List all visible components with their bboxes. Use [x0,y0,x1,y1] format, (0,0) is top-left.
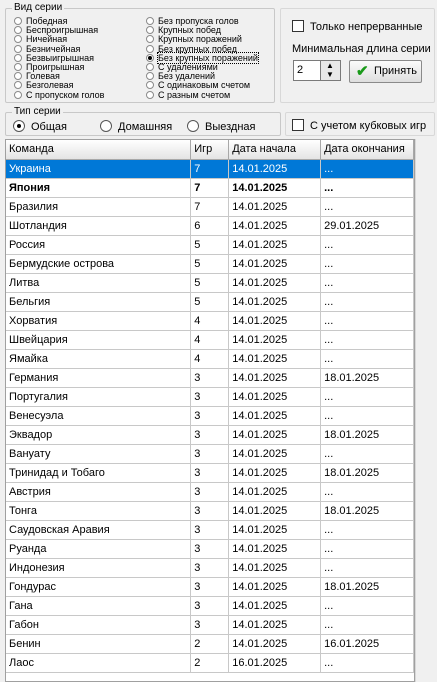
series-kind-label: Безничейная [26,43,81,54]
cell-team[interactable]: Саудовская Аравия [6,520,191,539]
cell-end-date[interactable]: ... [321,159,414,178]
table-row[interactable] [6,463,414,482]
cell-start-date[interactable]: 14.01.2025 [229,349,321,368]
cell-start-date[interactable]: 14.01.2025 [229,596,321,615]
cell-games[interactable]: 6 [191,216,229,235]
series-kind-radio[interactable] [146,91,154,99]
cell-end-date[interactable]: ... [321,387,414,406]
cups-box[interactable] [292,119,304,131]
table-row[interactable] [6,292,414,311]
cell-games[interactable]: 5 [191,254,229,273]
series-kind-radio[interactable] [146,81,154,89]
cell-start-date[interactable]: 14.01.2025 [229,577,321,596]
table-row[interactable] [6,501,414,520]
series-table[interactable] [5,139,415,682]
cell-end-date[interactable]: 18.01.2025 [321,501,414,520]
cell-games[interactable]: 3 [191,368,229,387]
min-length-label: Минимальная длина серии [292,43,431,55]
series-kind-label: С разным счетом [158,89,231,100]
cell-end-date[interactable]: 18.01.2025 [321,425,414,444]
table-row[interactable] [6,349,414,368]
table-row[interactable] [6,539,414,558]
cell-end-date[interactable]: ... [321,273,414,292]
series-kind-radio[interactable] [14,91,22,99]
table-row[interactable] [6,596,414,615]
table-row[interactable] [6,387,414,406]
column-team[interactable]: Команда [6,140,191,159]
cell-start-date[interactable]: 14.01.2025 [229,254,321,273]
series-kind-radio[interactable] [146,35,154,43]
series-kind-group [5,2,275,103]
cell-games[interactable]: 2 [191,634,229,653]
cell-games[interactable]: 3 [191,501,229,520]
cell-end-date[interactable]: 16.01.2025 [321,634,414,653]
table-header [6,140,414,159]
cell-games[interactable]: 3 [191,558,229,577]
cell-team[interactable]: Хорватия [6,311,191,330]
table-body [6,159,414,672]
cell-team[interactable]: Шотландия [6,216,191,235]
cell-team[interactable]: Гондурас [6,577,191,596]
series-kind-radio[interactable] [14,35,22,43]
cell-team[interactable]: Ямайка [6,349,191,368]
series-kind-radio[interactable] [14,81,22,89]
cell-team[interactable]: Индонезия [6,558,191,577]
cell-end-date[interactable]: 29.01.2025 [321,216,414,235]
cell-team[interactable]: Бразилия [6,197,191,216]
cell-games[interactable]: 5 [191,235,229,254]
cell-team[interactable]: Литва [6,273,191,292]
series-kind-radio[interactable] [14,72,22,80]
cell-games[interactable]: 4 [191,311,229,330]
only-continuous-checkbox[interactable] [292,20,423,33]
cell-start-date[interactable]: 14.01.2025 [229,520,321,539]
cell-start-date[interactable]: 14.01.2025 [229,178,321,197]
cell-games[interactable]: 7 [191,178,229,197]
table-row[interactable] [6,520,414,539]
series-kind-label: Ничейная [26,34,68,45]
series-kind-label: Без удалений [158,71,216,82]
cell-team[interactable]: Россия [6,235,191,254]
table-row[interactable] [6,406,414,425]
cell-start-date[interactable]: 14.01.2025 [229,539,321,558]
cell-team[interactable]: Бенин [6,634,191,653]
table-row[interactable] [6,235,414,254]
only-continuous-box[interactable] [292,20,304,32]
min-length-spinner[interactable] [293,60,341,81]
series-kind-radio[interactable] [146,63,154,71]
series-kind-label: Крупных побед [158,25,221,36]
table-row[interactable] [6,311,414,330]
cell-start-date[interactable]: 14.01.2025 [229,311,321,330]
cell-games[interactable]: 3 [191,387,229,406]
cell-games[interactable]: 7 [191,159,229,178]
cell-team[interactable]: Вануату [6,444,191,463]
cell-start-date[interactable]: 14.01.2025 [229,292,321,311]
cell-end-date[interactable]: ... [321,254,414,273]
table-row[interactable] [6,197,414,216]
cell-end-date[interactable]: ... [321,311,414,330]
cell-games[interactable]: 2 [191,653,229,672]
cell-games[interactable]: 3 [191,596,229,615]
cell-end-date[interactable]: ... [321,292,414,311]
table-row[interactable] [6,653,414,672]
series-kind-label: Голевая [26,71,60,82]
table-row[interactable] [6,273,414,292]
cell-end-date[interactable]: ... [321,178,414,197]
cell-team[interactable]: Швейцария [6,330,191,349]
series-kind-label: Без крупных поражений [158,52,258,63]
cell-games[interactable]: 3 [191,425,229,444]
cell-start-date[interactable]: 14.01.2025 [229,387,321,406]
radio-away[interactable] [187,120,199,132]
table-row[interactable] [6,254,414,273]
series-kind-radio[interactable] [14,26,22,34]
cell-team[interactable]: Португалия [6,387,191,406]
cell-games[interactable]: 3 [191,539,229,558]
series-kind-radio[interactable] [14,17,22,25]
cell-games[interactable]: 5 [191,273,229,292]
cell-end-date[interactable]: ... [321,596,414,615]
cups-label: С учетом кубковых игр [310,120,427,132]
cell-team[interactable]: Гана [6,596,191,615]
cell-team[interactable]: Габон [6,615,191,634]
series-kind-radio[interactable] [146,72,154,80]
cell-start-date[interactable]: 14.01.2025 [229,330,321,349]
series-kind-label: С пропуском голов [26,89,105,100]
series-kind-label: Безвыигрышная [26,52,94,63]
cell-start-date[interactable]: 16.01.2025 [229,653,321,672]
spinner-arrows[interactable] [320,61,340,80]
cell-games[interactable]: 3 [191,577,229,596]
cell-start-date[interactable]: 14.01.2025 [229,159,321,178]
cell-start-date[interactable]: 14.01.2025 [229,406,321,425]
column-end-date[interactable]: Дата окончания [321,140,414,159]
cell-end-date[interactable]: ... [321,330,414,349]
series-kind-option[interactable] [146,91,230,100]
cell-start-date[interactable]: 14.01.2025 [229,216,321,235]
series-kind-radio[interactable] [146,17,154,25]
cell-start-date[interactable]: 14.01.2025 [229,273,321,292]
cell-end-date[interactable]: ... [321,482,414,501]
column-start-date[interactable]: Дата начала [229,140,321,159]
venue-option-overall[interactable]: Общая [13,120,67,133]
cell-start-date[interactable]: 14.01.2025 [229,425,321,444]
cell-end-date[interactable]: 18.01.2025 [321,368,414,387]
cell-games[interactable]: 4 [191,330,229,349]
cell-start-date[interactable]: 14.01.2025 [229,235,321,254]
cell-start-date[interactable]: 14.01.2025 [229,444,321,463]
cell-team[interactable]: Бермудские острова [6,254,191,273]
table-row[interactable] [6,577,414,596]
cell-start-date[interactable]: 14.01.2025 [229,197,321,216]
cell-team[interactable]: Венесуэла [6,406,191,425]
cell-end-date[interactable]: 18.01.2025 [321,577,414,596]
cell-team[interactable]: Тринидад и Тобаго [6,463,191,482]
table-row[interactable] [6,615,414,634]
table-row[interactable] [6,482,414,501]
cell-games[interactable]: 3 [191,520,229,539]
cell-team[interactable]: Украина [6,159,191,178]
series-kind-radio[interactable] [14,54,22,62]
cell-start-date[interactable]: 14.01.2025 [229,615,321,634]
cell-team[interactable]: Тонга [6,501,191,520]
radio-overall[interactable] [13,120,25,132]
series-kind-radio[interactable] [146,45,154,53]
apply-label: Принять [374,65,417,77]
series-kind-label: Победная [26,16,68,26]
cell-games[interactable]: 3 [191,463,229,482]
only-continuous-label: Только непрерванные [310,21,423,33]
series-kind-radio[interactable] [14,45,22,53]
cell-end-date[interactable]: ... [321,558,414,577]
column-games[interactable]: Игр [191,140,229,159]
cell-team[interactable]: Япония [6,178,191,197]
cell-team[interactable]: Германия [6,368,191,387]
table-row[interactable] [6,425,414,444]
venue-option-away[interactable]: Выездная [187,120,256,133]
cell-end-date[interactable]: 18.01.2025 [321,463,414,482]
spin-down-icon[interactable]: ▼ [326,70,334,79]
cell-start-date[interactable]: 14.01.2025 [229,463,321,482]
cell-games[interactable]: 3 [191,444,229,463]
series-kind-label: Крупных поражений [158,34,242,45]
cups-checkbox[interactable] [292,119,426,132]
cell-games[interactable]: 3 [191,406,229,425]
cell-start-date[interactable]: 14.01.2025 [229,482,321,501]
series-kind-label: С одинаковым счетом [158,80,251,91]
series-kind-option[interactable] [14,91,104,100]
series-kind-legend: Вид серии [14,2,63,13]
table-row[interactable] [6,330,414,349]
cell-team[interactable]: Бельгия [6,292,191,311]
cell-end-date[interactable]: ... [321,539,414,558]
series-kind-label: Без крупных побед [158,43,237,54]
cell-end-date[interactable]: ... [321,520,414,539]
table-row[interactable] [6,178,414,197]
cell-end-date[interactable]: ... [321,653,414,672]
table-row[interactable] [6,634,414,653]
apply-button[interactable] [349,60,422,83]
cell-team[interactable]: Лаос [6,653,191,672]
table-row[interactable] [6,444,414,463]
cell-team[interactable]: Эквадор [6,425,191,444]
cell-games[interactable]: 5 [191,292,229,311]
series-venue-group [5,106,281,136]
series-kind-label: Безголевая [26,80,74,91]
green-check-icon: ✔ [356,63,369,80]
series-kind-radio[interactable] [14,63,22,71]
cell-start-date[interactable]: 14.01.2025 [229,558,321,577]
min-length-value[interactable]: 2 [297,64,304,76]
cell-games[interactable]: 4 [191,349,229,368]
cell-games[interactable]: 3 [191,482,229,501]
series-venue-legend: Тип серии [14,106,61,117]
cell-games[interactable]: 3 [191,615,229,634]
cell-team[interactable]: Руанда [6,539,191,558]
cell-end-date[interactable]: ... [321,235,414,254]
cell-team[interactable]: Австрия [6,482,191,501]
cell-end-date[interactable]: ... [321,615,414,634]
series-kind-label: Беспроигрышная [26,25,99,36]
spin-up-icon[interactable]: ▲ [326,61,334,70]
table-row[interactable] [6,558,414,577]
series-kind-radio[interactable] [146,54,154,62]
venue-option-home[interactable]: Домашняя [100,120,172,133]
cell-end-date[interactable]: ... [321,349,414,368]
cell-end-date[interactable]: ... [321,197,414,216]
cell-end-date[interactable]: ... [321,406,414,425]
table-row[interactable] [6,368,414,387]
table-scrollbar[interactable] [415,139,437,682]
cell-start-date[interactable]: 14.01.2025 [229,368,321,387]
series-kind-label: Без пропуска голов [158,16,239,26]
cell-start-date[interactable]: 14.01.2025 [229,634,321,653]
series-kind-label: С удалениями [158,62,218,72]
cell-start-date[interactable]: 14.01.2025 [229,501,321,520]
table-row[interactable] [6,216,414,235]
table-row[interactable] [6,159,414,178]
cell-games[interactable]: 7 [191,197,229,216]
series-kind-radio[interactable] [146,26,154,34]
radio-home[interactable] [100,120,112,132]
series-kind-label: Проигрышная [26,62,85,72]
cell-end-date[interactable]: ... [321,444,414,463]
